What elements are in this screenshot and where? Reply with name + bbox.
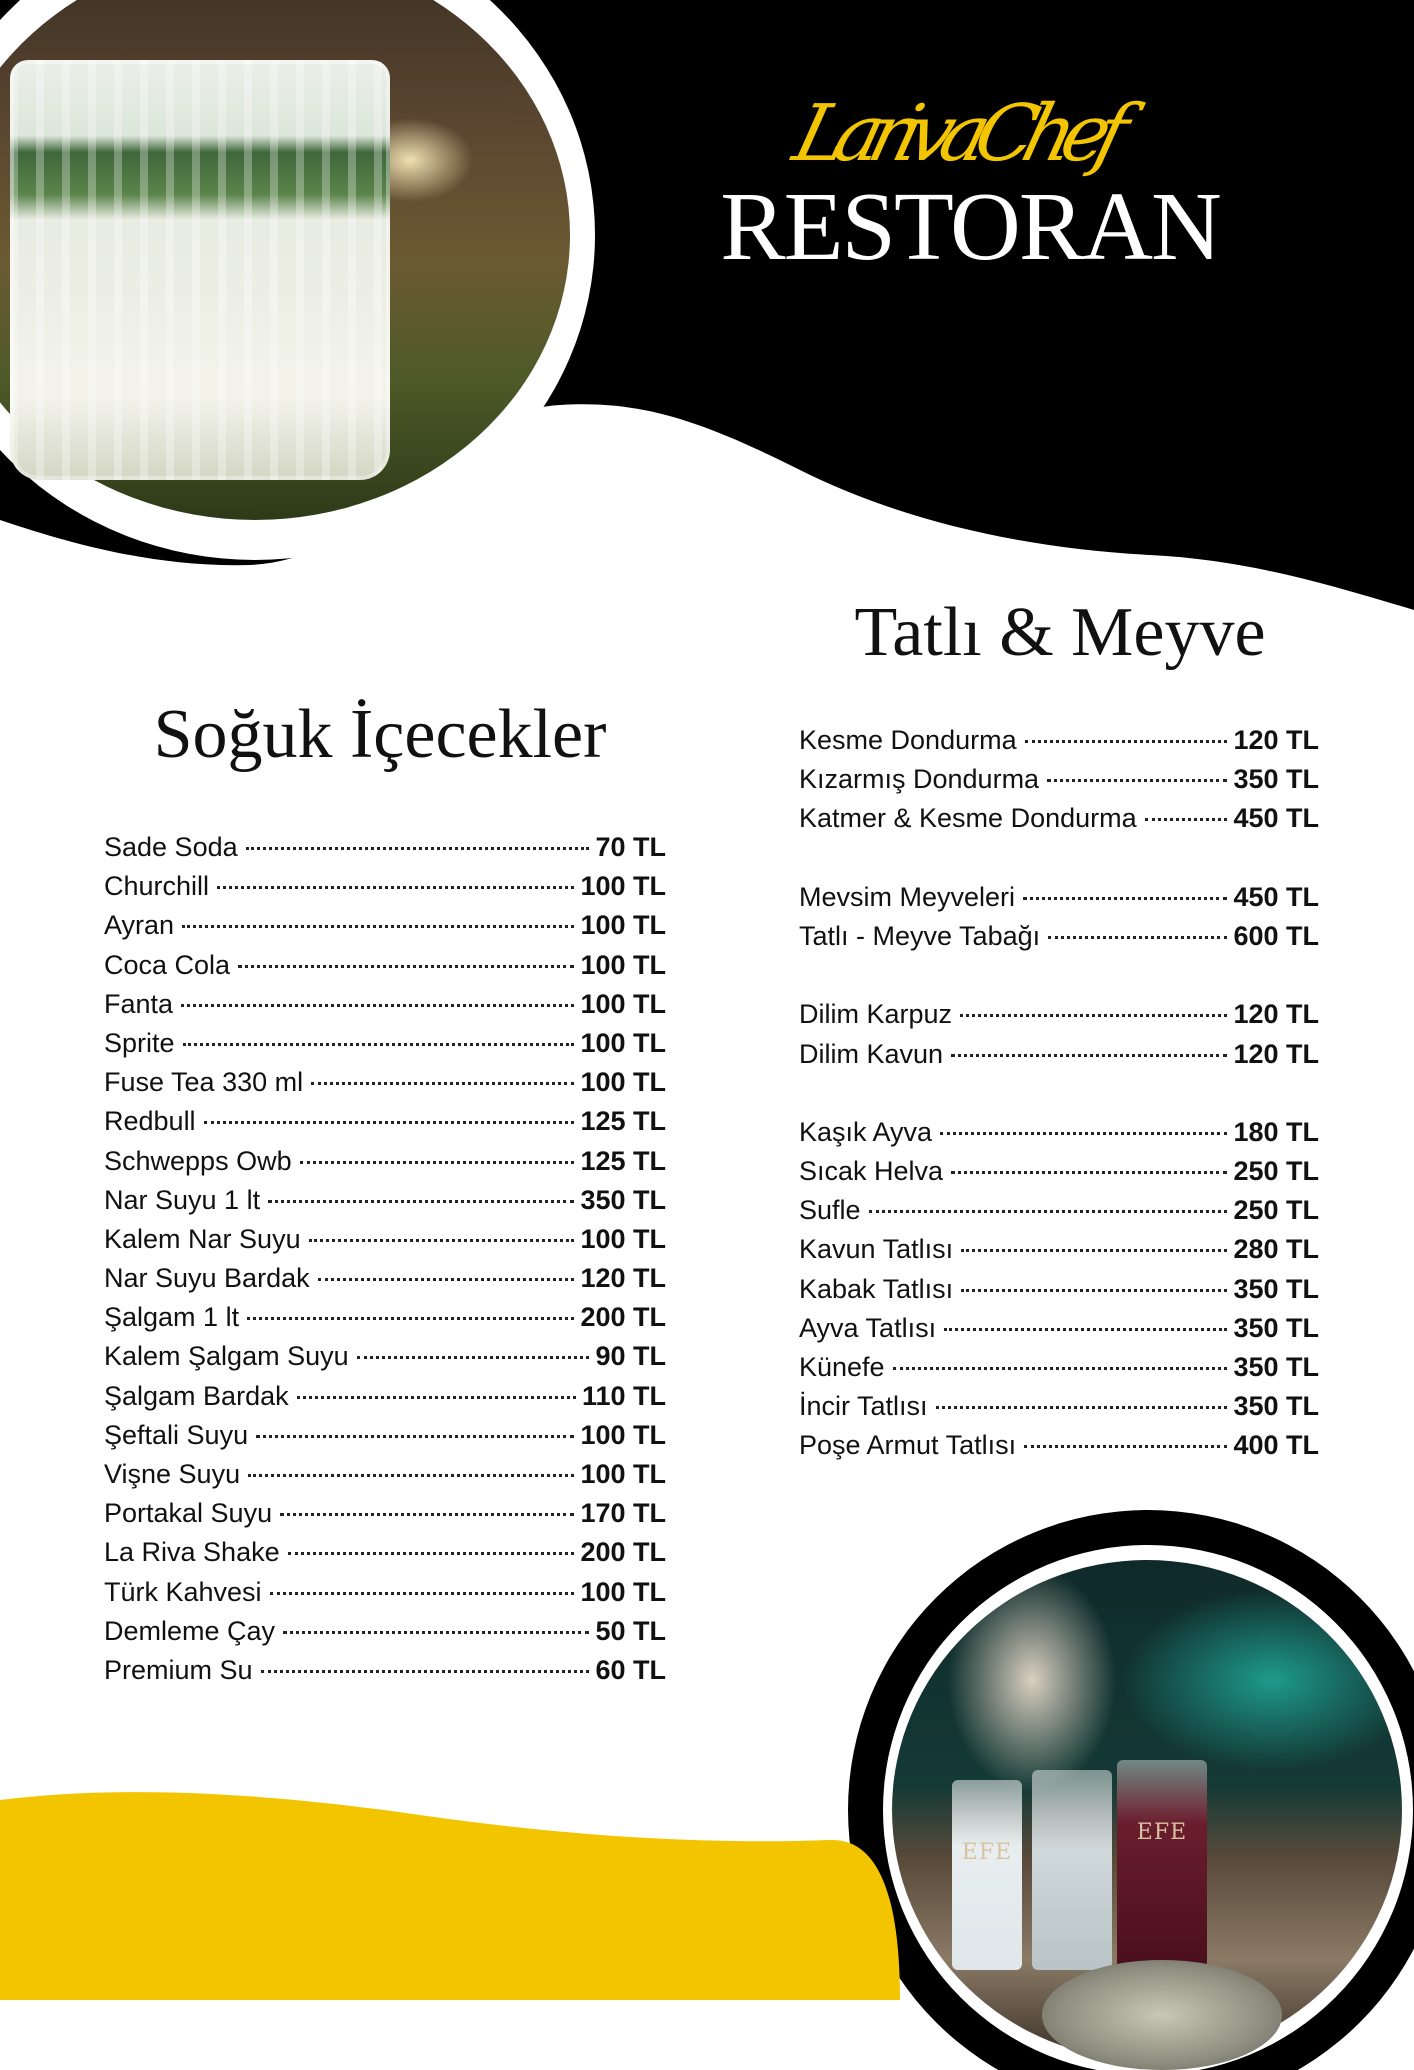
glass-label: EFE bbox=[961, 1840, 1013, 1865]
item-price: 350 TL bbox=[1233, 764, 1319, 795]
dot-leader bbox=[204, 1095, 575, 1124]
item-price: 90 TL bbox=[595, 1341, 666, 1372]
item-name: İncir Tatlısı bbox=[799, 1391, 928, 1422]
item-name: Mevsim Meyveleri bbox=[799, 881, 1016, 912]
dot-leader bbox=[893, 1341, 1228, 1370]
item-name: Şalgam 1 lt bbox=[104, 1302, 240, 1333]
desserts-heading: Tatlı & Meyve bbox=[854, 594, 1266, 671]
item-name: Fanta bbox=[104, 988, 174, 1019]
item-price: 100 TL bbox=[580, 1419, 666, 1450]
item-price: 350 TL bbox=[1233, 1391, 1319, 1422]
item-name: Kalem Nar Suyu bbox=[104, 1223, 301, 1254]
water-glass bbox=[1032, 1770, 1112, 1970]
dot-leader bbox=[1048, 910, 1227, 939]
item-name: Dilim Karpuz bbox=[799, 999, 953, 1030]
dot-leader bbox=[217, 860, 574, 889]
item-name: Tatlı - Meyve Tabağı bbox=[799, 920, 1041, 951]
dot-leader bbox=[960, 988, 1227, 1017]
dot-leader bbox=[256, 1409, 574, 1438]
item-price: 250 TL bbox=[1233, 1156, 1319, 1187]
item-price: 350 TL bbox=[1233, 1352, 1319, 1382]
item-price: 120 TL bbox=[1233, 1038, 1319, 1069]
item-price: 125 TL bbox=[580, 1145, 666, 1176]
table-drinks-photo bbox=[892, 1560, 1402, 2060]
item-price: 60 TL bbox=[595, 1654, 666, 1685]
bottom-yellow-wave bbox=[0, 1792, 900, 2000]
item-name: Ayva Tatlısı bbox=[799, 1312, 937, 1343]
dot-leader bbox=[940, 1106, 1227, 1135]
item-name: Sade Soda bbox=[104, 832, 238, 862]
item-price: 100 TL bbox=[580, 910, 666, 941]
item-price: 350 TL bbox=[1233, 1273, 1319, 1304]
menu-item bbox=[799, 759, 1319, 798]
item-price: 100 TL bbox=[580, 871, 666, 902]
dot-leader bbox=[246, 821, 590, 850]
dot-leader bbox=[318, 1252, 575, 1281]
cold-drinks-heading: Soğuk İçecekler bbox=[153, 696, 607, 773]
item-name: Schwepps Owb bbox=[104, 1145, 292, 1176]
item-name: Fuse Tea 330 ml bbox=[104, 1067, 304, 1098]
dot-leader bbox=[309, 1213, 575, 1242]
dot-leader bbox=[951, 1145, 1227, 1174]
menu-item bbox=[799, 1425, 1319, 1464]
dot-leader bbox=[248, 1448, 574, 1477]
item-price: 125 TL bbox=[580, 1106, 666, 1137]
item-name: Poşe Armut Tatlısı bbox=[799, 1430, 1017, 1461]
dot-leader bbox=[280, 1487, 574, 1516]
item-price: 100 TL bbox=[580, 949, 666, 980]
dot-leader bbox=[247, 1291, 574, 1320]
item-price: 50 TL bbox=[595, 1615, 666, 1646]
item-name: Demleme Çay bbox=[104, 1615, 276, 1646]
item-name: Coca Cola bbox=[104, 949, 231, 980]
item-price: 100 TL bbox=[580, 1223, 666, 1254]
dot-leader bbox=[1024, 1419, 1227, 1448]
dot-leader bbox=[961, 1223, 1227, 1252]
item-name: Sprite bbox=[104, 1027, 175, 1058]
dot-leader bbox=[300, 1135, 575, 1164]
item-name: Şeftali Suyu bbox=[104, 1419, 249, 1450]
dot-leader bbox=[951, 1028, 1227, 1057]
dot-leader bbox=[261, 1644, 590, 1673]
item-name: Portakal Suyu bbox=[104, 1498, 273, 1529]
dot-leader bbox=[357, 1330, 590, 1359]
brand-name: RESTORAN bbox=[720, 173, 1220, 281]
item-price: 100 TL bbox=[580, 1459, 666, 1489]
brand-script-text: LarivaChef bbox=[785, 87, 1139, 179]
item-price: 70 TL bbox=[595, 832, 666, 862]
desserts-list bbox=[799, 720, 1319, 1465]
item-price: 200 TL bbox=[580, 1302, 666, 1333]
dot-leader bbox=[297, 1370, 576, 1399]
item-name: Sıcak Helva bbox=[799, 1156, 944, 1187]
item-price: 450 TL bbox=[1233, 881, 1319, 912]
dot-leader bbox=[183, 1017, 575, 1046]
dot-leader bbox=[270, 1566, 575, 1595]
dot-leader bbox=[182, 899, 574, 928]
dot-leader bbox=[1023, 871, 1227, 900]
item-name: Kaşık Ayva bbox=[799, 1116, 933, 1147]
raki-glass bbox=[952, 1780, 1022, 1970]
item-price: 450 TL bbox=[1233, 803, 1319, 834]
item-price: 600 TL bbox=[1233, 920, 1319, 951]
item-price: 250 TL bbox=[1233, 1195, 1319, 1226]
item-price: 120 TL bbox=[1233, 999, 1319, 1030]
item-name: Premium Su bbox=[104, 1654, 253, 1685]
lemonade-glass bbox=[10, 60, 390, 480]
item-name: Churchill bbox=[104, 871, 210, 902]
menu-item bbox=[104, 1650, 666, 1689]
item-price: 100 TL bbox=[580, 1576, 666, 1607]
item-name: Künefe bbox=[799, 1352, 885, 1382]
item-name: Dilim Kavun bbox=[799, 1038, 944, 1069]
item-price: 180 TL bbox=[1233, 1116, 1319, 1147]
item-name: Şalgam Bardak bbox=[104, 1380, 289, 1411]
salgam-glass bbox=[1117, 1760, 1207, 1970]
item-name: Vişne Suyu bbox=[104, 1459, 241, 1489]
item-name: Kavun Tatlısı bbox=[799, 1234, 954, 1265]
item-price: 100 TL bbox=[580, 1027, 666, 1058]
item-name: Katmer & Kesme Dondurma bbox=[799, 803, 1137, 834]
menu-item bbox=[799, 798, 1319, 837]
item-price: 200 TL bbox=[580, 1537, 666, 1568]
dot-leader bbox=[944, 1302, 1227, 1331]
meze-plate bbox=[1042, 1960, 1282, 2070]
dot-leader bbox=[1145, 792, 1228, 821]
dot-leader bbox=[961, 1263, 1227, 1292]
item-price: 100 TL bbox=[580, 988, 666, 1019]
item-price: 350 TL bbox=[1233, 1312, 1319, 1343]
cold-drinks-list bbox=[104, 827, 666, 1689]
dot-leader bbox=[1025, 714, 1228, 743]
item-price: 170 TL bbox=[580, 1498, 666, 1529]
item-price: 120 TL bbox=[580, 1263, 666, 1294]
item-name: Kızarmış Dondurma bbox=[799, 764, 1040, 795]
item-price: 350 TL bbox=[580, 1184, 666, 1215]
item-price: 280 TL bbox=[1233, 1234, 1319, 1265]
item-name: Redbull bbox=[104, 1106, 196, 1137]
brand-script-logo bbox=[785, 60, 1165, 190]
dot-leader bbox=[288, 1526, 575, 1555]
dot-leader bbox=[936, 1380, 1228, 1409]
dot-leader bbox=[181, 978, 574, 1007]
item-price: 110 TL bbox=[581, 1380, 666, 1411]
item-name: La Riva Shake bbox=[104, 1537, 280, 1568]
item-name: Kesme Dondurma bbox=[799, 725, 1017, 755]
item-name: Kabak Tatlısı bbox=[799, 1273, 954, 1304]
item-name: Türk Kahvesi bbox=[104, 1576, 262, 1607]
glass-label: EFE bbox=[1136, 1820, 1188, 1845]
item-price: 120 TL bbox=[1233, 725, 1319, 755]
dot-leader bbox=[869, 1184, 1228, 1213]
dot-leader bbox=[283, 1605, 589, 1634]
dot-leader bbox=[311, 1056, 574, 1085]
item-name: Sufle bbox=[799, 1195, 861, 1226]
dot-leader bbox=[268, 1174, 574, 1203]
item-name: Kalem Şalgam Suyu bbox=[104, 1341, 349, 1372]
item-name: Nar Suyu Bardak bbox=[104, 1263, 310, 1294]
menu-item bbox=[799, 1034, 1319, 1073]
item-price: 400 TL bbox=[1233, 1430, 1319, 1461]
item-name: Ayran bbox=[104, 910, 175, 941]
item-name: Nar Suyu 1 lt bbox=[104, 1184, 261, 1215]
dot-leader bbox=[1047, 753, 1227, 782]
menu-item bbox=[799, 916, 1319, 955]
item-price: 100 TL bbox=[580, 1067, 666, 1098]
dot-leader bbox=[238, 939, 574, 968]
